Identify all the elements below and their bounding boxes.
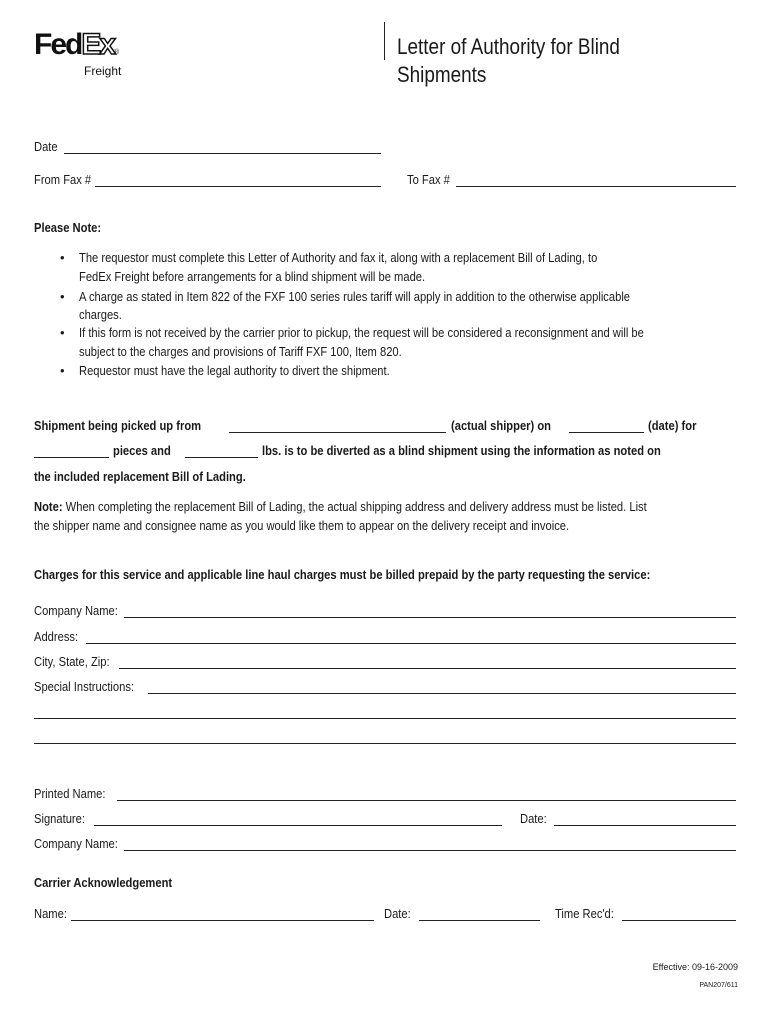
to-fax-field[interactable] [456, 186, 736, 187]
logo-freight-text: Freight [84, 64, 122, 78]
bullet-3: • [60, 325, 65, 340]
note2-label: Note: [34, 499, 63, 514]
signature-label: Signature: [34, 811, 85, 826]
company-name-field[interactable] [124, 617, 736, 618]
carrier-date-label: Date: [384, 906, 411, 921]
carrier-ack-heading: Carrier Acknowledgement [34, 875, 173, 890]
logo-registered-mark: ® [114, 49, 120, 56]
form-code: PAN207/611 [699, 982, 738, 989]
please-note-heading: Please Note: [34, 220, 102, 235]
logo-fed-text: Fed [34, 28, 82, 61]
weight-field[interactable] [185, 457, 258, 458]
company-name-label: Company Name: [34, 603, 118, 618]
address-field[interactable] [86, 643, 736, 644]
note-item-1-line1: The requestor must complete this Letter of Authority and fax it, along with a replacement Bill of Lading, to [79, 250, 598, 265]
signoff-company-name-label: Company Name: [34, 836, 118, 851]
diverted-text: lbs. is to be diverted as a blind shipment using the information as noted on [262, 443, 661, 458]
time-recd-field[interactable] [622, 920, 736, 921]
date-field[interactable] [64, 153, 381, 154]
actual-shipper-field[interactable] [229, 432, 446, 433]
page-title-line2: Shipments [397, 62, 487, 87]
title-divider [384, 22, 385, 60]
carrier-name-label: Name: [34, 906, 67, 921]
address-label: Address: [34, 629, 79, 644]
replacement-bol-text: the included replacement Bill of Lading. [34, 469, 246, 484]
effective-date: Effective: 09-16-2009 [652, 962, 738, 972]
note2-line1 [34, 499, 647, 514]
bullet-4: • [60, 363, 65, 378]
signoff-date-label: Date: [520, 811, 547, 826]
note-item-1-line2: FedEx Freight before arrangements for a blind shipment will be made. [79, 269, 426, 284]
signoff-company-name-field[interactable] [124, 850, 736, 851]
special-instructions-label: Special Instructions: [34, 679, 135, 694]
actual-shipper-label: (actual shipper) on [451, 418, 552, 433]
bullet-2: • [60, 289, 65, 304]
date-for-label: (date) for [648, 418, 697, 433]
note-item-3-line1: If this form is not received by the carrier prior to pickup, the request will be considered a reconsignment and will be [79, 325, 644, 340]
city-state-zip-label: City, State, Zip: [34, 654, 110, 669]
logo-ex-text: Ex [81, 28, 115, 61]
from-fax-field[interactable] [95, 186, 381, 187]
note-item-3-line2: subject to the charges and provisions of Tariff FXF 100, Item 820. [79, 344, 402, 359]
note2-text-line1: When completing the replacement Bill of Lading, the actual shipping address and delivery address must be listed. List [65, 499, 647, 514]
fedex-freight-logo [34, 28, 119, 62]
pieces-label: pieces and [113, 443, 171, 458]
pieces-field[interactable] [34, 457, 109, 458]
signature-field[interactable] [94, 825, 502, 826]
note-item-2-line1: A charge as stated in Item 822 of the FXF 100 series rules tariff will apply in addition to the otherwise applicable [79, 289, 631, 304]
carrier-name-field[interactable] [71, 920, 374, 921]
note-item-4-line1: Requestor must have the legal authority to divert the shipment. [79, 363, 390, 378]
printed-name-field[interactable] [117, 800, 736, 801]
note-item-2-line2: charges. [79, 307, 122, 322]
special-instructions-field-2[interactable] [34, 718, 736, 719]
time-recd-label: Time Rec'd: [555, 906, 614, 921]
bullet-1: • [60, 250, 65, 265]
date-label: Date [34, 139, 58, 154]
carrier-date-field[interactable] [419, 920, 540, 921]
shipment-picked-up-label: Shipment being picked up from [34, 418, 202, 433]
city-state-zip-field[interactable] [119, 668, 736, 669]
from-fax-label: From Fax # [34, 172, 92, 187]
special-instructions-field[interactable] [148, 693, 736, 694]
note2-text-line2: the shipper name and consignee name as you would like them to appear on the delivery receipt and invoice. [34, 518, 570, 533]
charges-statement: Charges for this service and applicable line haul charges must be billed prepaid by the party requesting the service: [34, 567, 651, 582]
signoff-date-field[interactable] [554, 825, 736, 826]
printed-name-label: Printed Name: [34, 786, 106, 801]
special-instructions-field-3[interactable] [34, 743, 736, 744]
to-fax-label: To Fax # [407, 172, 450, 187]
page-title-line1: Letter of Authority for Blind [397, 34, 620, 59]
pickup-date-field[interactable] [569, 432, 644, 433]
